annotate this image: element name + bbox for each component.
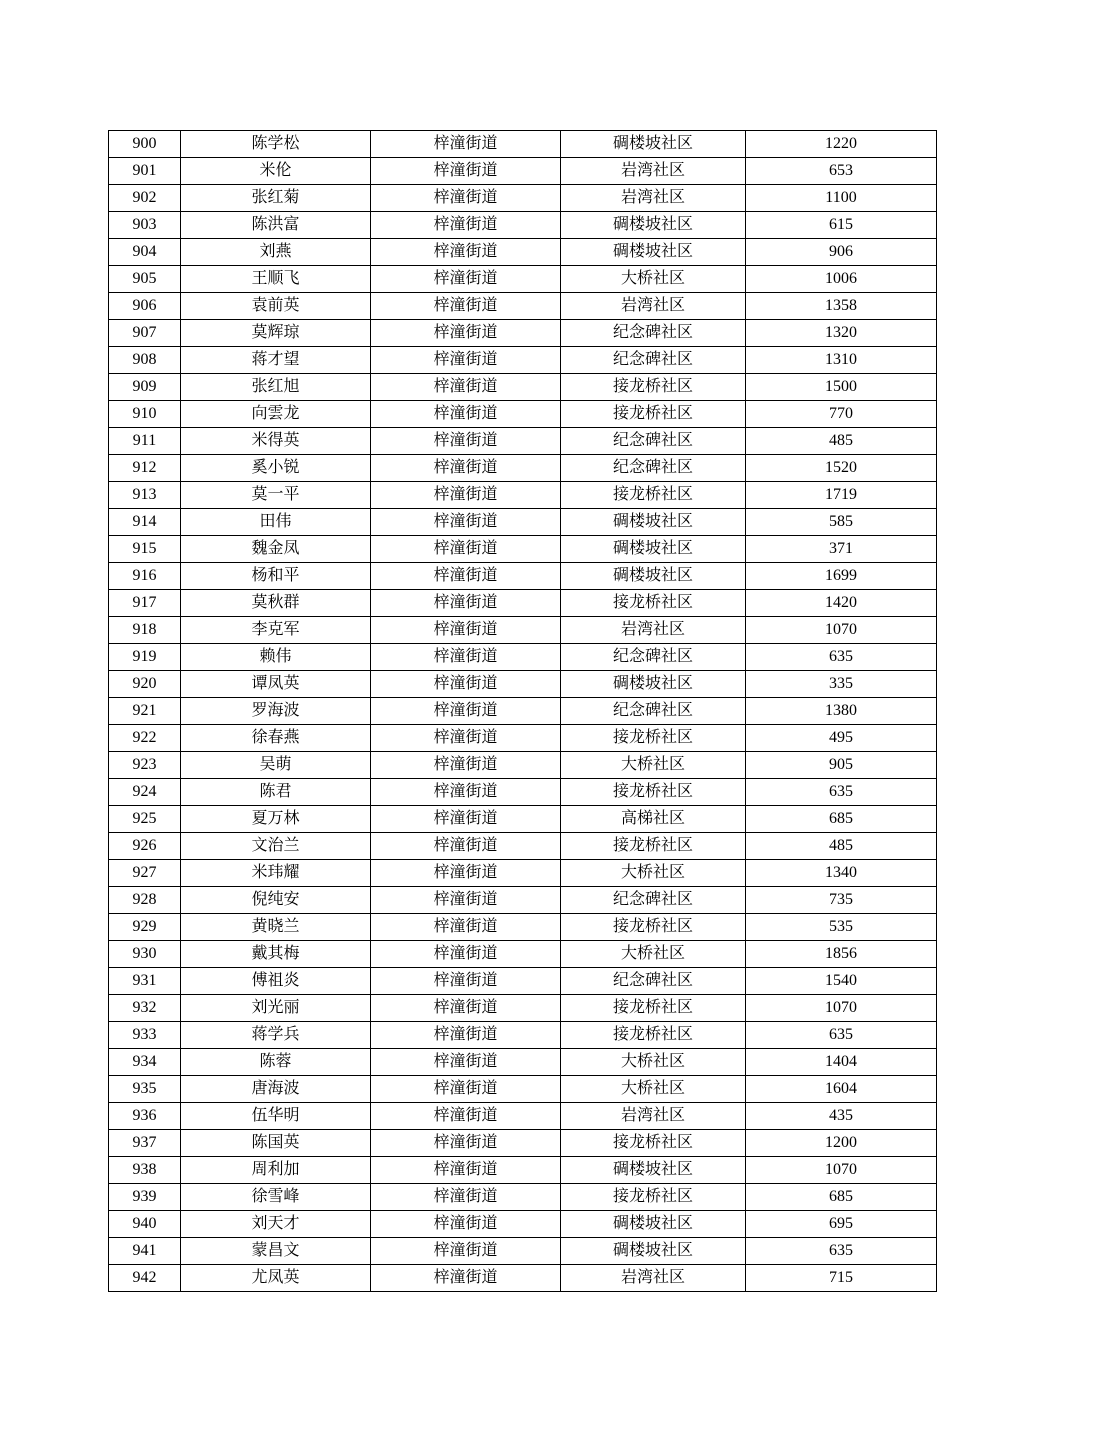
cell-value: 1856: [746, 941, 937, 968]
cell-row-index: 907: [109, 320, 181, 347]
cell-community: 碉楼坡社区: [561, 239, 746, 266]
cell-person-name: 张红旭: [181, 374, 371, 401]
cell-street: 梓潼街道: [371, 536, 561, 563]
cell-community: 纪念碑社区: [561, 428, 746, 455]
cell-value: 1220: [746, 131, 937, 158]
cell-street: 梓潼街道: [371, 671, 561, 698]
cell-street: 梓潼街道: [371, 887, 561, 914]
table-row: [109, 482, 937, 509]
cell-row-index: 931: [109, 968, 181, 995]
cell-street: 梓潼街道: [371, 914, 561, 941]
cell-value: 1719: [746, 482, 937, 509]
cell-value: 371: [746, 536, 937, 563]
cell-street: 梓潼街道: [371, 158, 561, 185]
cell-street: 梓潼街道: [371, 320, 561, 347]
cell-value: 1420: [746, 590, 937, 617]
cell-community: 纪念碑社区: [561, 320, 746, 347]
cell-value: 1070: [746, 617, 937, 644]
cell-community: 纪念碑社区: [561, 887, 746, 914]
cell-street: 梓潼街道: [371, 563, 561, 590]
cell-community: 接龙桥社区: [561, 374, 746, 401]
cell-community: 大桥社区: [561, 860, 746, 887]
cell-row-index: 941: [109, 1238, 181, 1265]
cell-person-name: 刘天才: [181, 1211, 371, 1238]
cell-community: 碉楼坡社区: [561, 212, 746, 239]
cell-row-index: 927: [109, 860, 181, 887]
cell-value: 1200: [746, 1130, 937, 1157]
cell-value: 615: [746, 212, 937, 239]
table-row: [109, 509, 937, 536]
cell-person-name: 魏金凤: [181, 536, 371, 563]
cell-person-name: 夏万林: [181, 806, 371, 833]
cell-person-name: 陈蓉: [181, 1049, 371, 1076]
cell-row-index: 940: [109, 1211, 181, 1238]
cell-person-name: 文治兰: [181, 833, 371, 860]
cell-value: 1699: [746, 563, 937, 590]
table-row: [109, 752, 937, 779]
table-row: [109, 563, 937, 590]
cell-street: 梓潼街道: [371, 1157, 561, 1184]
table-row: [109, 941, 937, 968]
cell-row-index: 920: [109, 671, 181, 698]
cell-street: 梓潼街道: [371, 401, 561, 428]
table-row: [109, 806, 937, 833]
table-row: [109, 1130, 937, 1157]
cell-community: 大桥社区: [561, 1049, 746, 1076]
table-row: [109, 779, 937, 806]
cell-community: 岩湾社区: [561, 293, 746, 320]
cell-community: 碉楼坡社区: [561, 509, 746, 536]
cell-row-index: 912: [109, 455, 181, 482]
table-row: [109, 455, 937, 482]
cell-value: 685: [746, 1184, 937, 1211]
cell-community: 岩湾社区: [561, 185, 746, 212]
cell-value: 635: [746, 644, 937, 671]
cell-row-index: 919: [109, 644, 181, 671]
cell-community: 接龙桥社区: [561, 725, 746, 752]
cell-row-index: 935: [109, 1076, 181, 1103]
cell-row-index: 934: [109, 1049, 181, 1076]
table-row: [109, 1022, 937, 1049]
cell-community: 纪念碑社区: [561, 455, 746, 482]
cell-value: 585: [746, 509, 937, 536]
cell-person-name: 奚小锐: [181, 455, 371, 482]
table-row: [109, 914, 937, 941]
cell-row-index: 902: [109, 185, 181, 212]
table-row: [109, 131, 937, 158]
table-row: [109, 158, 937, 185]
cell-person-name: 罗海波: [181, 698, 371, 725]
cell-community: 岩湾社区: [561, 1265, 746, 1292]
cell-person-name: 唐海波: [181, 1076, 371, 1103]
table-row: [109, 401, 937, 428]
cell-person-name: 刘光丽: [181, 995, 371, 1022]
cell-value: 1070: [746, 995, 937, 1022]
cell-person-name: 米玮耀: [181, 860, 371, 887]
cell-community: 碉楼坡社区: [561, 563, 746, 590]
cell-community: 大桥社区: [561, 941, 746, 968]
cell-street: 梓潼街道: [371, 482, 561, 509]
cell-person-name: 伍华明: [181, 1103, 371, 1130]
cell-street: 梓潼街道: [371, 698, 561, 725]
table-row: [109, 185, 937, 212]
cell-row-index: 924: [109, 779, 181, 806]
table-row: [109, 1157, 937, 1184]
cell-row-index: 903: [109, 212, 181, 239]
cell-person-name: 徐雪峰: [181, 1184, 371, 1211]
cell-value: 695: [746, 1211, 937, 1238]
cell-street: 梓潼街道: [371, 941, 561, 968]
cell-street: 梓潼街道: [371, 806, 561, 833]
table-row: [109, 1049, 937, 1076]
cell-community: 接龙桥社区: [561, 914, 746, 941]
table-row: [109, 590, 937, 617]
cell-street: 梓潼街道: [371, 1238, 561, 1265]
cell-row-index: 911: [109, 428, 181, 455]
cell-value: 1520: [746, 455, 937, 482]
cell-community: 纪念碑社区: [561, 347, 746, 374]
cell-person-name: 黄晓兰: [181, 914, 371, 941]
cell-value: 1500: [746, 374, 937, 401]
table-row: [109, 1076, 937, 1103]
cell-value: 685: [746, 806, 937, 833]
cell-community: 纪念碑社区: [561, 698, 746, 725]
cell-person-name: 王顺飞: [181, 266, 371, 293]
cell-value: 770: [746, 401, 937, 428]
cell-row-index: 905: [109, 266, 181, 293]
cell-person-name: 蒋学兵: [181, 1022, 371, 1049]
cell-value: 1358: [746, 293, 937, 320]
cell-value: 485: [746, 428, 937, 455]
cell-row-index: 925: [109, 806, 181, 833]
table-row: [109, 860, 937, 887]
cell-community: 高梯社区: [561, 806, 746, 833]
cell-person-name: 蒙昌文: [181, 1238, 371, 1265]
cell-row-index: 937: [109, 1130, 181, 1157]
cell-person-name: 戴其梅: [181, 941, 371, 968]
cell-row-index: 904: [109, 239, 181, 266]
cell-row-index: 909: [109, 374, 181, 401]
table-row: [109, 644, 937, 671]
cell-person-name: 莫辉琼: [181, 320, 371, 347]
cell-street: 梓潼街道: [371, 1076, 561, 1103]
cell-row-index: 933: [109, 1022, 181, 1049]
cell-person-name: 莫秋群: [181, 590, 371, 617]
cell-community: 接龙桥社区: [561, 833, 746, 860]
cell-street: 梓潼街道: [371, 1049, 561, 1076]
cell-row-index: 930: [109, 941, 181, 968]
table-row: [109, 1184, 937, 1211]
cell-row-index: 932: [109, 995, 181, 1022]
cell-row-index: 921: [109, 698, 181, 725]
cell-person-name: 刘燕: [181, 239, 371, 266]
cell-person-name: 李克军: [181, 617, 371, 644]
cell-value: 905: [746, 752, 937, 779]
cell-street: 梓潼街道: [371, 185, 561, 212]
table-row: [109, 212, 937, 239]
table-body: [109, 131, 937, 1292]
cell-community: 碉楼坡社区: [561, 671, 746, 698]
cell-community: 接龙桥社区: [561, 401, 746, 428]
table-row: [109, 995, 937, 1022]
cell-person-name: 吴萌: [181, 752, 371, 779]
cell-community: 纪念碑社区: [561, 644, 746, 671]
cell-street: 梓潼街道: [371, 1184, 561, 1211]
table-row: [109, 968, 937, 995]
cell-person-name: 蒋才望: [181, 347, 371, 374]
cell-value: 635: [746, 1238, 937, 1265]
cell-street: 梓潼街道: [371, 590, 561, 617]
cell-community: 碉楼坡社区: [561, 1211, 746, 1238]
table-row: [109, 698, 937, 725]
cell-community: 碉楼坡社区: [561, 1157, 746, 1184]
cell-value: 1340: [746, 860, 937, 887]
cell-community: 接龙桥社区: [561, 482, 746, 509]
cell-community: 接龙桥社区: [561, 1184, 746, 1211]
cell-row-index: 910: [109, 401, 181, 428]
cell-person-name: 莫一平: [181, 482, 371, 509]
table-row: [109, 617, 937, 644]
table-row: [109, 725, 937, 752]
cell-value: 635: [746, 779, 937, 806]
table-row: [109, 1211, 937, 1238]
cell-community: 接龙桥社区: [561, 995, 746, 1022]
cell-community: 碉楼坡社区: [561, 536, 746, 563]
cell-person-name: 谭凤英: [181, 671, 371, 698]
cell-value: 535: [746, 914, 937, 941]
cell-community: 接龙桥社区: [561, 1130, 746, 1157]
cell-person-name: 倪纯安: [181, 887, 371, 914]
table-row: [109, 320, 937, 347]
cell-person-name: 陈国英: [181, 1130, 371, 1157]
cell-street: 梓潼街道: [371, 752, 561, 779]
cell-street: 梓潼街道: [371, 266, 561, 293]
cell-row-index: 928: [109, 887, 181, 914]
table-row: [109, 671, 937, 698]
cell-value: 1310: [746, 347, 937, 374]
cell-street: 梓潼街道: [371, 455, 561, 482]
table-row: [109, 374, 937, 401]
cell-value: 1320: [746, 320, 937, 347]
cell-row-index: 918: [109, 617, 181, 644]
cell-row-index: 917: [109, 590, 181, 617]
cell-value: 1070: [746, 1157, 937, 1184]
cell-community: 大桥社区: [561, 266, 746, 293]
table-row: [109, 1238, 937, 1265]
cell-street: 梓潼街道: [371, 1130, 561, 1157]
cell-street: 梓潼街道: [371, 1211, 561, 1238]
cell-community: 纪念碑社区: [561, 968, 746, 995]
data-table: [108, 130, 937, 1292]
cell-value: 1540: [746, 968, 937, 995]
cell-person-name: 张红菊: [181, 185, 371, 212]
cell-community: 接龙桥社区: [561, 1022, 746, 1049]
cell-person-name: 周利加: [181, 1157, 371, 1184]
cell-person-name: 杨和平: [181, 563, 371, 590]
cell-street: 梓潼街道: [371, 617, 561, 644]
cell-row-index: 915: [109, 536, 181, 563]
cell-row-index: 926: [109, 833, 181, 860]
cell-community: 大桥社区: [561, 752, 746, 779]
cell-row-index: 901: [109, 158, 181, 185]
cell-person-name: 尤凤英: [181, 1265, 371, 1292]
cell-value: 435: [746, 1103, 937, 1130]
cell-street: 梓潼街道: [371, 374, 561, 401]
cell-row-index: 923: [109, 752, 181, 779]
cell-street: 梓潼街道: [371, 239, 561, 266]
cell-street: 梓潼街道: [371, 428, 561, 455]
cell-street: 梓潼街道: [371, 725, 561, 752]
table-row: [109, 1265, 937, 1292]
cell-value: 1006: [746, 266, 937, 293]
table-row: [109, 239, 937, 266]
table-row: [109, 293, 937, 320]
cell-person-name: 向雲龙: [181, 401, 371, 428]
table-row: [109, 536, 937, 563]
cell-community: 岩湾社区: [561, 1103, 746, 1130]
cell-community: 碉楼坡社区: [561, 131, 746, 158]
cell-value: 1604: [746, 1076, 937, 1103]
cell-value: 735: [746, 887, 937, 914]
cell-row-index: 913: [109, 482, 181, 509]
cell-value: 1404: [746, 1049, 937, 1076]
table-row: [109, 1103, 937, 1130]
cell-community: 岩湾社区: [561, 617, 746, 644]
cell-person-name: 米得英: [181, 428, 371, 455]
cell-community: 岩湾社区: [561, 158, 746, 185]
cell-person-name: 傅祖炎: [181, 968, 371, 995]
cell-value: 715: [746, 1265, 937, 1292]
cell-street: 梓潼街道: [371, 509, 561, 536]
table-row: [109, 887, 937, 914]
table-row: [109, 833, 937, 860]
cell-person-name: 米伦: [181, 158, 371, 185]
cell-community: 碉楼坡社区: [561, 1238, 746, 1265]
cell-row-index: 942: [109, 1265, 181, 1292]
cell-row-index: 900: [109, 131, 181, 158]
cell-row-index: 914: [109, 509, 181, 536]
cell-person-name: 陈学松: [181, 131, 371, 158]
cell-value: 495: [746, 725, 937, 752]
cell-row-index: 929: [109, 914, 181, 941]
cell-street: 梓潼街道: [371, 1265, 561, 1292]
cell-street: 梓潼街道: [371, 833, 561, 860]
cell-street: 梓潼街道: [371, 860, 561, 887]
cell-row-index: 936: [109, 1103, 181, 1130]
cell-row-index: 938: [109, 1157, 181, 1184]
cell-value: 335: [746, 671, 937, 698]
cell-street: 梓潼街道: [371, 779, 561, 806]
cell-street: 梓潼街道: [371, 1103, 561, 1130]
cell-value: 635: [746, 1022, 937, 1049]
cell-person-name: 赖伟: [181, 644, 371, 671]
cell-community: 大桥社区: [561, 1076, 746, 1103]
table-row: [109, 428, 937, 455]
cell-person-name: 田伟: [181, 509, 371, 536]
cell-street: 梓潼街道: [371, 212, 561, 239]
cell-value: 653: [746, 158, 937, 185]
cell-community: 接龙桥社区: [561, 590, 746, 617]
cell-street: 梓潼街道: [371, 347, 561, 374]
cell-row-index: 922: [109, 725, 181, 752]
table-row: [109, 266, 937, 293]
cell-person-name: 陈君: [181, 779, 371, 806]
cell-value: 1380: [746, 698, 937, 725]
cell-row-index: 916: [109, 563, 181, 590]
cell-community: 接龙桥社区: [561, 779, 746, 806]
cell-street: 梓潼街道: [371, 995, 561, 1022]
cell-row-index: 906: [109, 293, 181, 320]
cell-person-name: 徐春燕: [181, 725, 371, 752]
cell-row-index: 939: [109, 1184, 181, 1211]
cell-value: 485: [746, 833, 937, 860]
cell-street: 梓潼街道: [371, 644, 561, 671]
cell-row-index: 908: [109, 347, 181, 374]
table-row: [109, 347, 937, 374]
cell-value: 1100: [746, 185, 937, 212]
cell-street: 梓潼街道: [371, 293, 561, 320]
cell-person-name: 袁前英: [181, 293, 371, 320]
cell-value: 906: [746, 239, 937, 266]
cell-person-name: 陈洪富: [181, 212, 371, 239]
cell-street: 梓潼街道: [371, 131, 561, 158]
cell-street: 梓潼街道: [371, 968, 561, 995]
cell-street: 梓潼街道: [371, 1022, 561, 1049]
